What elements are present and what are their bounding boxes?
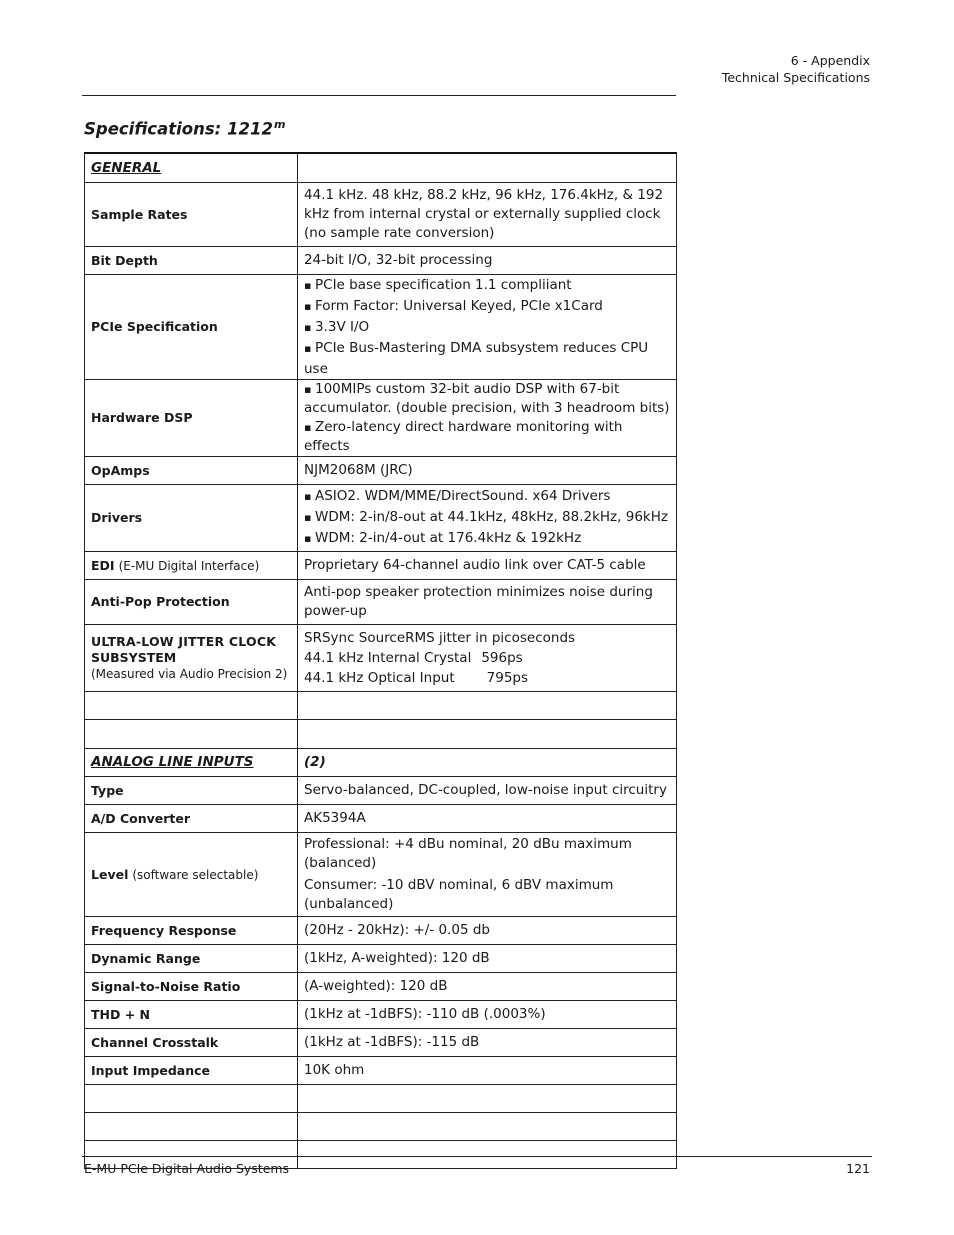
- crystal-value: 596ps: [481, 649, 523, 666]
- row-label: SUBSYSTEM: [91, 649, 177, 665]
- row-value: AK5394A: [298, 804, 677, 832]
- footer-title: E-MU PCIe Digital Audio Systems: [84, 1161, 290, 1176]
- table-row: [85, 916, 677, 944]
- list-item: ▪ WDM: 2-in/8-out at 44.1kHz, 48kHz, 88.2kHz, 96kHz: [304, 507, 674, 528]
- table-row: [85, 484, 677, 551]
- row-label: Type: [91, 782, 124, 798]
- input-count: (2): [304, 753, 326, 770]
- row-value: Servo-balanced, DC-coupled, low-noise input circuitry: [298, 776, 677, 804]
- table-row: [85, 776, 677, 804]
- row-label: PCIe Specification: [91, 319, 218, 334]
- table-row: [85, 182, 677, 246]
- list-item: ▪ WDM: 2-in/4-out at 176.4kHz & 192kHz: [304, 528, 674, 549]
- row-label: OpAmps: [91, 462, 150, 478]
- header-section: Technical Specifications: [721, 70, 870, 85]
- title-sup: m: [273, 118, 286, 131]
- header-chapter: 6 - Appendix: [790, 53, 870, 68]
- row-value: (20Hz - 20kHz): +/- 0.05 db: [298, 916, 677, 944]
- page-title: [84, 118, 285, 139]
- row-label: Bit Depth: [91, 252, 158, 268]
- list-item: ▪ PCIe Bus-Mastering DMA subsystem reduces CPU use: [304, 338, 670, 379]
- row-value: (A-weighted): 120 dB: [298, 972, 677, 1000]
- table-row: [85, 456, 677, 484]
- optical-value: 795ps: [486, 669, 529, 686]
- section-heading-analog: ANALOG LINE INPUTS: [91, 754, 254, 770]
- row-value: Proprietary 64-channel audio link over CAT-5 cable: [298, 551, 677, 579]
- row-label: EDI: [91, 557, 115, 573]
- list-item: ▪ 3.3V I/O: [304, 317, 670, 338]
- row-label: Hardware DSP: [91, 410, 193, 425]
- table-row: [85, 274, 677, 379]
- section-row-general: [85, 153, 677, 182]
- table-row: [85, 551, 677, 579]
- jitter-intro: SRSync SourceRMS jitter in picoseconds: [304, 629, 576, 646]
- row-label: Dynamic Range: [91, 950, 201, 966]
- row-label: Channel Crosstalk: [91, 1034, 219, 1050]
- page-number: 121: [846, 1161, 870, 1176]
- list-item: ▪ ASIO2. WDM/MME/DirectSound. x64 Drivers: [304, 486, 674, 507]
- spec-table: [84, 152, 677, 1169]
- blank-row: [85, 719, 677, 748]
- table-row: [85, 246, 677, 274]
- row-label: Level: [91, 866, 129, 882]
- list-item: ▪ 100MIPs custom 32-bit audio DSP with 67-bit accumulator. (double precision, with 3 headroom bits): [304, 380, 670, 418]
- row-label: Frequency Response: [91, 922, 237, 938]
- list-item: ▪ Zero-latency direct hardware monitoring with effects: [304, 418, 670, 456]
- row-label-note: (E-MU Digital Interface): [118, 558, 260, 573]
- level-consumer: Consumer: -10 dBV nominal, 6 dBV maximum (unbalanced): [304, 876, 614, 912]
- table-row: [85, 1028, 677, 1056]
- table-row: [85, 944, 677, 972]
- row-label: Anti-Pop Protection: [91, 594, 230, 609]
- level-pro: Professional: +4 dBu nominal, 20 dBu maximum (balanced): [304, 835, 632, 871]
- blank-row: [85, 1084, 677, 1112]
- row-value: (1kHz at -1dBFS): -110 dB (.0003%): [298, 1000, 677, 1028]
- blank-row: [85, 691, 677, 719]
- section-heading-general: GENERAL: [91, 159, 162, 176]
- table-row: [85, 832, 677, 916]
- table-row: [85, 1056, 677, 1084]
- running-header: [722, 52, 870, 86]
- row-label-note: (Measured via Audio Precision 2): [91, 666, 288, 681]
- row-label: Drivers: [91, 510, 143, 525]
- crystal-label: 44.1 kHz Internal Crystal: [304, 649, 472, 666]
- table-row: [85, 1000, 677, 1028]
- footer-rule: [82, 1156, 872, 1157]
- title-text: Specifications: 1212: [84, 119, 273, 139]
- row-value: (1kHz at -1dBFS): -115 dB: [298, 1028, 677, 1056]
- header-rule: [82, 95, 676, 96]
- row-value: 24-bit I/O, 32-bit processing: [298, 246, 677, 274]
- row-label-note: (software selectable): [132, 867, 259, 882]
- row-label: Sample Rates: [91, 206, 188, 222]
- row-value: (1kHz, A-weighted): 120 dB: [298, 944, 677, 972]
- row-value: 44.1 kHz. 48 kHz, 88.2 kHz, 96 kHz, 176.4kHz, & 192 kHz from internal crystal or externally supplied clock (no sample rate conversion): [298, 182, 677, 246]
- optical-label: 44.1 kHz Optical Input: [304, 669, 455, 686]
- row-value: NJM2068M (JRC): [298, 456, 677, 484]
- row-value: Anti-pop speaker protection minimizes noise during power-up: [298, 579, 677, 624]
- row-label: THD + N: [91, 1006, 151, 1022]
- table-row: [85, 379, 677, 456]
- row-label: Signal-to-Noise Ratio: [91, 978, 241, 994]
- table-row: [85, 624, 677, 691]
- row-label: A/D Converter: [91, 810, 191, 826]
- list-item: ▪ Form Factor: Universal Keyed, PCIe x1Card: [304, 296, 670, 317]
- row-label: Input Impedance: [91, 1062, 210, 1078]
- row-value: 10K ohm: [298, 1056, 677, 1084]
- row-label: ULTRA-LOW JITTER CLOCK: [91, 633, 277, 649]
- section-row-analog: [85, 748, 677, 776]
- table-row: [85, 804, 677, 832]
- table-row: [85, 972, 677, 1000]
- list-item: ▪ PCIe base specification 1.1 compliiant: [304, 275, 670, 296]
- blank-row: [85, 1112, 677, 1140]
- table-row: [85, 579, 677, 624]
